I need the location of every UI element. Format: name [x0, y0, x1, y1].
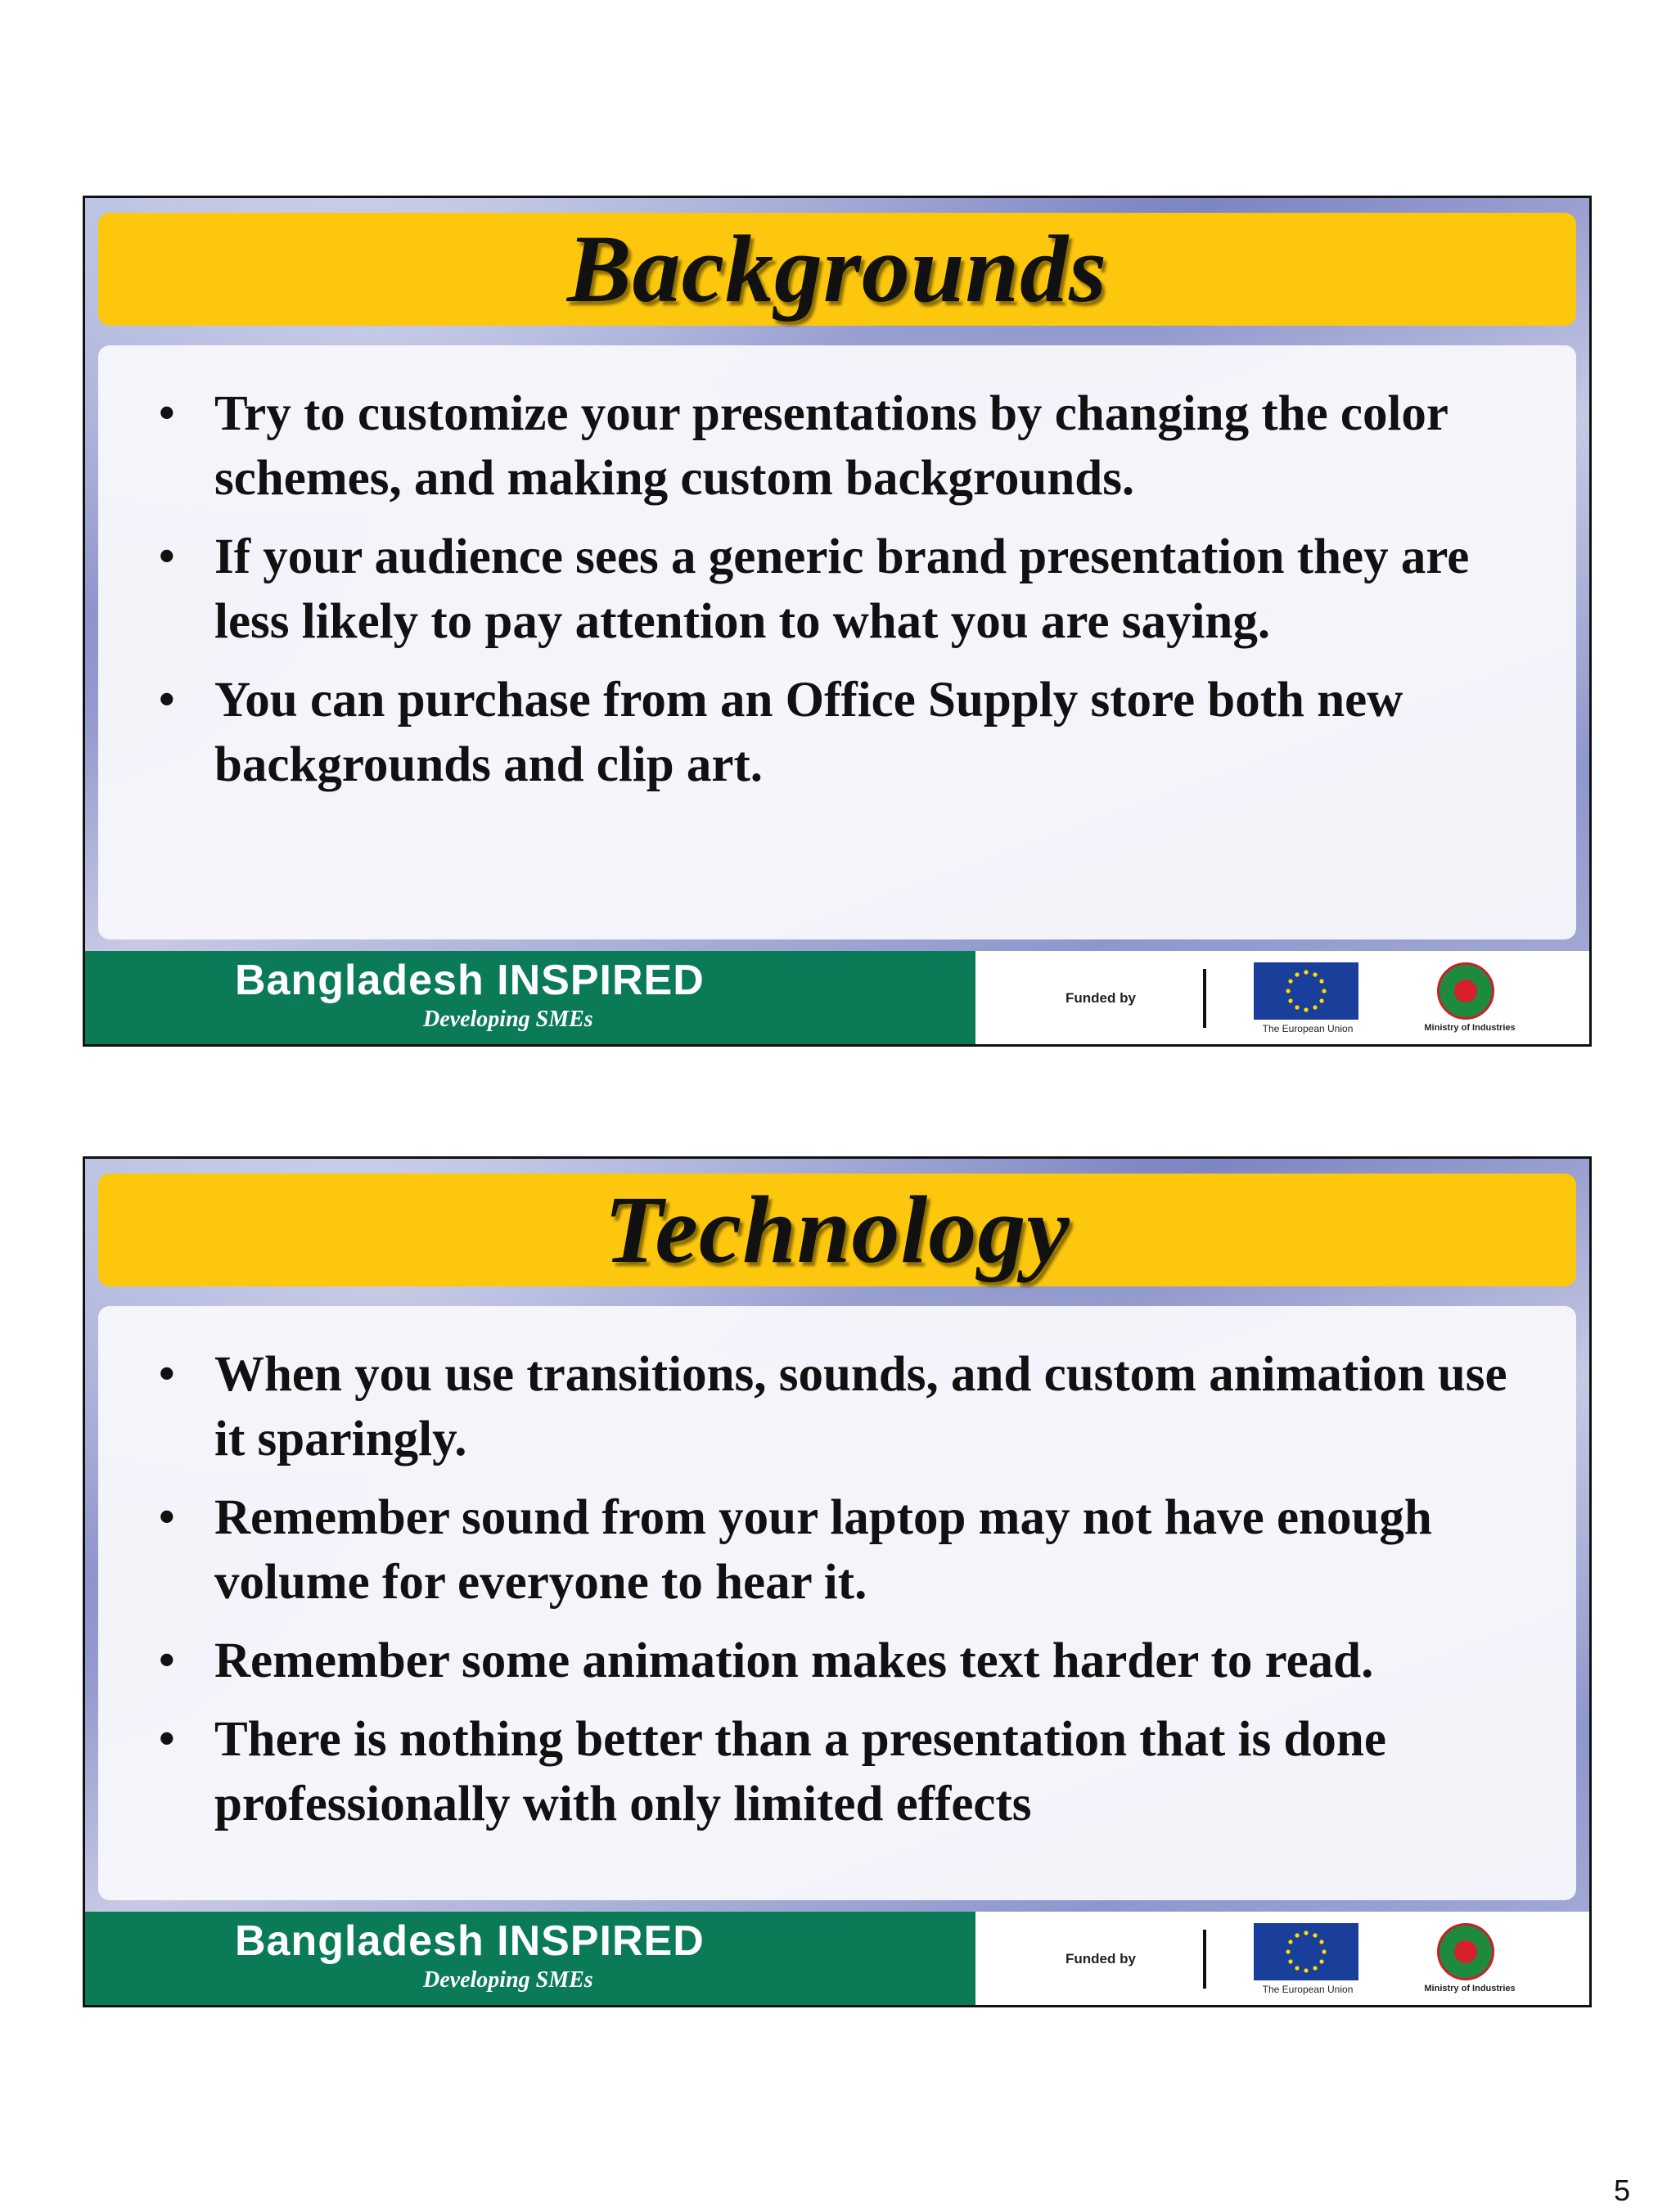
footer-divider	[1203, 1930, 1206, 1989]
brand-tagline: Developing SMEs	[423, 1967, 593, 1993]
ministry-seal-icon	[1437, 1923, 1494, 1980]
slide-title: Technology	[604, 1176, 1070, 1283]
bullet-item: • Remember sound from your laptop may not have enough volume for everyone to hear it.	[155, 1485, 1543, 1615]
bullet-item: • Remember some animation makes text harder to read.	[155, 1629, 1543, 1693]
bullet-icon: •	[159, 1492, 175, 1543]
eu-flag-icon	[1254, 962, 1358, 1020]
funded-by-label: Funded by	[1066, 1951, 1136, 1966]
bullet-item: • When you use transitions, sounds, and custom animation use it sparingly.	[155, 1342, 1543, 1471]
footer-sponsor-area	[975, 1912, 1589, 2005]
slide-footer	[85, 1912, 1589, 2005]
page-number: 5	[1614, 2174, 1631, 2207]
brand-name: Bangladesh INSPIRED	[235, 957, 705, 1004]
brand-name: Bangladesh INSPIRED	[235, 1917, 705, 1965]
slide-title: Backgrounds	[566, 215, 1108, 322]
title-bar	[98, 1174, 1576, 1286]
bullet-item: • You can purchase from an Office Supply store both new backgrounds and clip art.	[155, 668, 1543, 797]
footer-sponsor-area	[975, 951, 1589, 1044]
ministry-label: Ministry of Industries	[1424, 1023, 1516, 1033]
footer-divider	[1203, 969, 1206, 1028]
bullet-item: • There is nothing better than a presentation that is done professionally with only limited effects	[155, 1707, 1543, 1836]
bullet-icon: •	[159, 388, 175, 439]
title-bar	[98, 213, 1576, 326]
bullet-item: • Try to customize your presentations by changing the color schemes, and making custom backgrounds.	[155, 381, 1543, 511]
eu-label: The European Union	[1262, 1984, 1354, 1995]
funded-by-label: Funded by	[1066, 990, 1136, 1006]
content-panel	[98, 345, 1576, 939]
footer-brand-area	[85, 951, 975, 1044]
bullet-list	[98, 1306, 1576, 1836]
slide-technology	[83, 1156, 1592, 2007]
bullet-item: • If your audience sees a generic brand presentation they are less likely to pay attention to what you are saying.	[155, 525, 1543, 654]
bullet-icon: •	[159, 1349, 175, 1399]
bullet-icon: •	[159, 674, 175, 725]
eu-label: The European Union	[1262, 1023, 1354, 1034]
bullet-icon: •	[159, 1714, 175, 1764]
footer-brand-area	[85, 1912, 975, 2005]
brand-tagline: Developing SMEs	[423, 1007, 593, 1032]
slide-footer	[85, 951, 1589, 1044]
eu-flag-icon	[1254, 1923, 1358, 1980]
bullet-icon: •	[159, 531, 175, 582]
ministry-seal-icon	[1437, 962, 1494, 1020]
bullet-icon: •	[159, 1635, 175, 1686]
bullet-list	[98, 345, 1576, 797]
content-panel	[98, 1306, 1576, 1900]
slide-backgrounds	[83, 196, 1592, 1047]
ministry-label: Ministry of Industries	[1424, 1984, 1516, 1994]
